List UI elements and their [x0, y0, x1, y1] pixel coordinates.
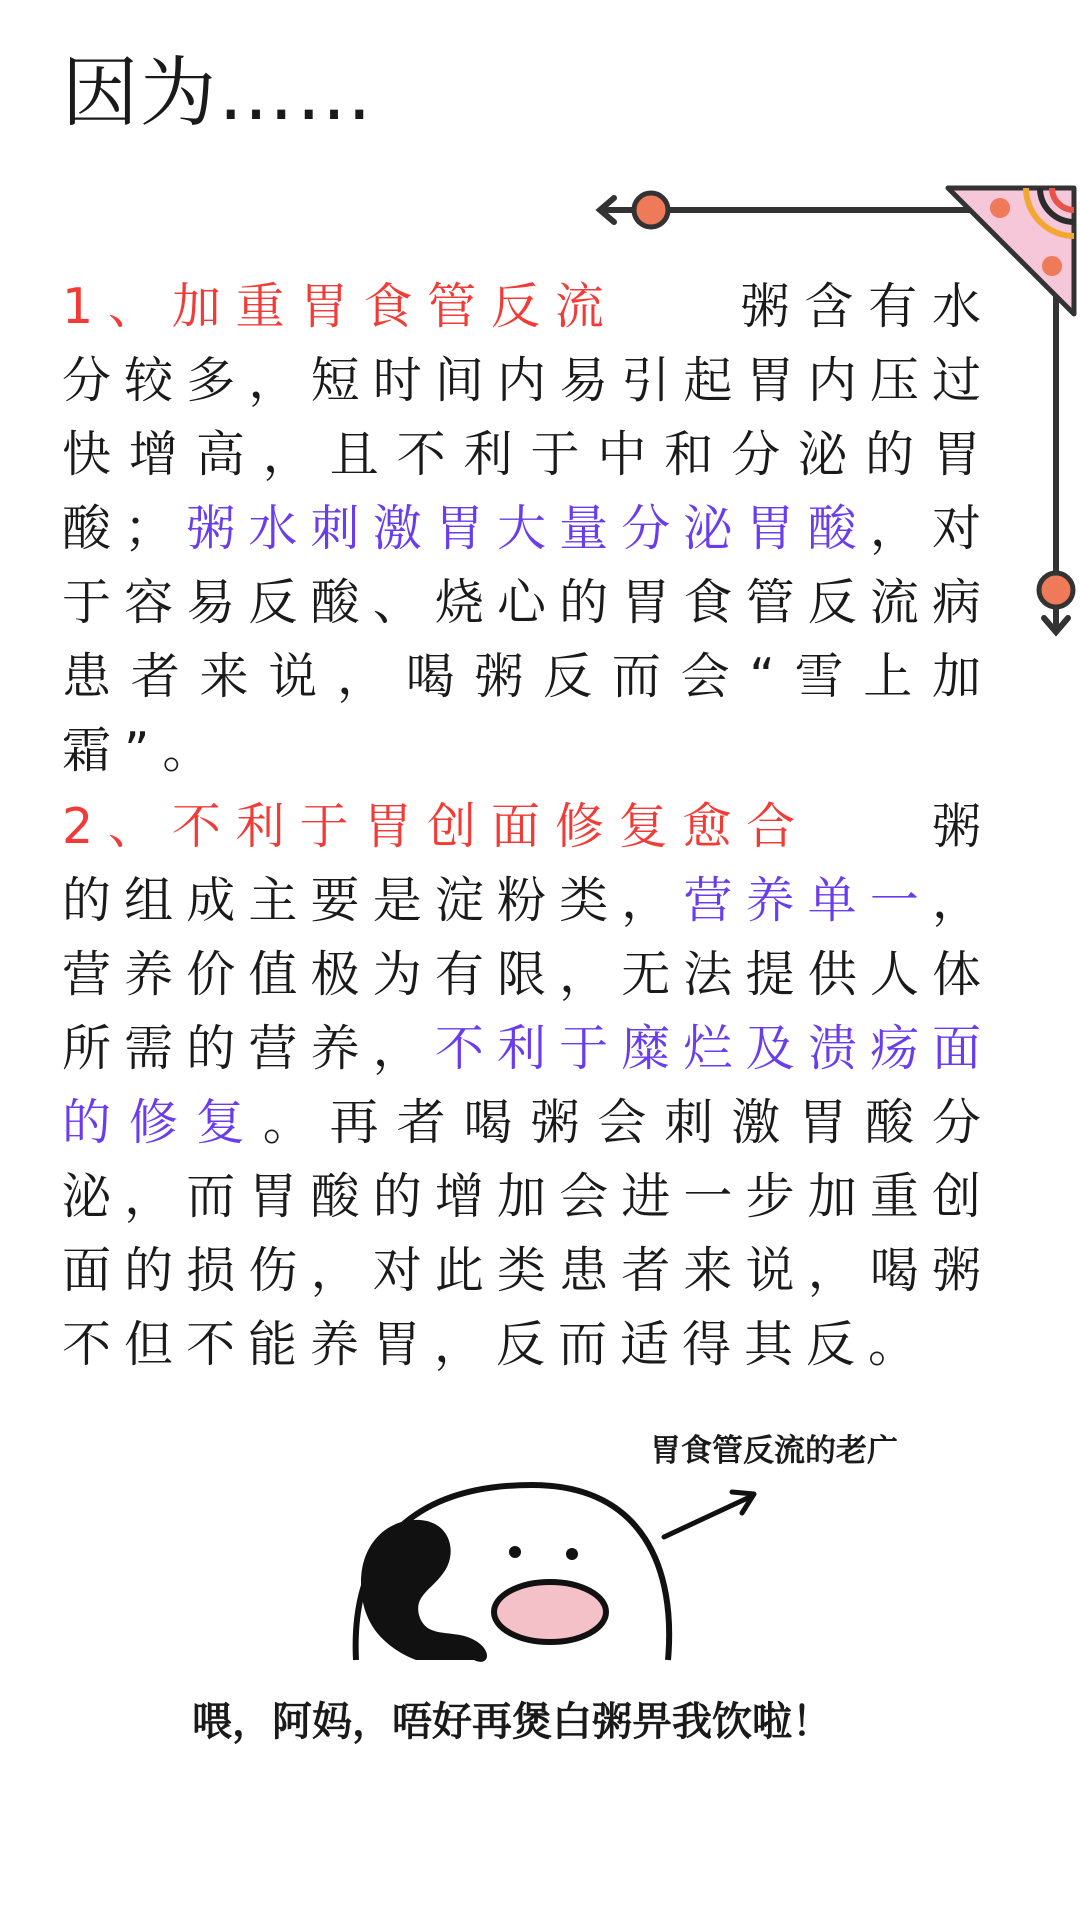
point-2-text-c: 。再者喝粥会刺激胃酸分泌，而胃酸的增加会进一步加重创面的损伤，对此类患者来说，喝粥不但不能养胃，反而适得其反。	[62, 1094, 994, 1373]
point-2-highlight-1: 营养单一	[683, 872, 932, 929]
point-2-highlight-2: 不利于糜烂及溃疡面的修复	[62, 1020, 994, 1151]
point-2-text-b: ，营养价值极为有限，无法提供人体所需的营养，	[62, 872, 994, 1077]
point-1-text-b: ，对于容易反酸、烧心的胃食管反流病患者来说，喝粥反而会“雪上加霜”。	[62, 500, 994, 779]
arrow-label: 胃食管反流的老广	[650, 1433, 898, 1469]
point-2-heading: 2、不利于胃创面修复愈合	[62, 798, 811, 855]
page-title: 因为……	[62, 48, 374, 137]
point-2-text-a: 粥的组成主要是淀粉类，	[62, 798, 994, 929]
point-1-highlight: 粥水刺激胃大量分泌胃酸	[186, 500, 870, 557]
speech-caption: 喂，阿妈，唔好再煲白粥畀我饮啦！	[192, 1699, 832, 1745]
point-1-text-a: 粥含有水分较多，短时间内易引起胃内压过快增高，且不利于中和分泌的胃酸；	[62, 278, 994, 557]
point-1-heading: 1、加重胃食管反流	[62, 278, 619, 335]
